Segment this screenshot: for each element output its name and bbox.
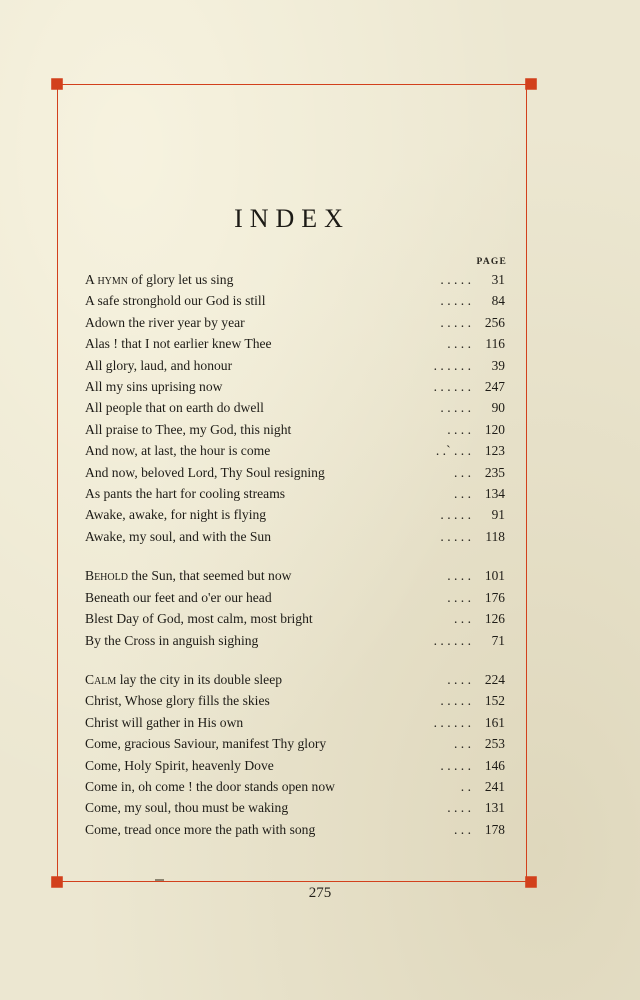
index-entry-rest: All my sins uprising now <box>85 379 223 395</box>
index-entry-page-number: 178 <box>484 821 505 837</box>
page-title: INDEX <box>234 204 350 233</box>
index-entry[interactable] <box>85 483 505 504</box>
index-entry-title <box>85 712 243 733</box>
index-entry-page-number: 224 <box>484 671 505 687</box>
index-entry-page-number: 90 <box>491 400 505 416</box>
index-entry-page-number: 120 <box>484 421 505 437</box>
index-entry-rest: Awake, my soul, and with the Sun <box>85 528 272 544</box>
index-entry-title <box>85 355 232 376</box>
index-entry-list <box>57 269 527 840</box>
index-entry-rest: A safe stronghold our God is still <box>85 293 266 309</box>
index-entry-title <box>85 669 282 690</box>
index-entry-rest: All glory, laud, and honour <box>85 357 233 373</box>
index-entry-rest: lay the city in its double sleep <box>116 671 283 687</box>
index-entry-rest: And now, at last, the hour is come <box>85 443 271 459</box>
index-group <box>85 565 505 651</box>
index-entry-page-number: 131 <box>484 800 505 816</box>
index-entry-leader-dots: . . . . <box>447 589 471 605</box>
index-entry-page-number: 101 <box>484 568 505 584</box>
index-entry-title <box>85 312 245 333</box>
index-entry-title <box>85 797 288 818</box>
index-entry-rest: Come, tread once more the path with song <box>85 821 316 837</box>
index-entry-title <box>85 755 274 776</box>
index-entry[interactable] <box>85 776 505 797</box>
index-entry[interactable] <box>85 733 505 754</box>
index-entry-title <box>85 504 266 525</box>
index-entry[interactable] <box>85 669 505 690</box>
index-entry-leader-dots: . . . . . <box>440 293 471 309</box>
index-entry-title <box>85 819 315 840</box>
index-entry-page-number: 84 <box>491 293 505 309</box>
index-entry-leader-dots: . . . . . <box>440 507 471 523</box>
index-entry-lead: Calm <box>85 671 117 687</box>
index-entry-title <box>85 440 270 461</box>
index-entry-page-number: 126 <box>484 611 505 627</box>
index-entry-page-number: 123 <box>484 443 505 459</box>
index-entry-rest: As pants the hart for cooling streams <box>85 486 286 502</box>
index-entry-page-number: 71 <box>491 632 505 648</box>
index-entry-leader-dots: . . . . . . <box>433 632 471 648</box>
index-entry-leader-dots: . . . <box>454 736 471 752</box>
index-entry-leader-dots: . . . <box>454 464 471 480</box>
index-entry-leader-dots: . . . . <box>447 421 471 437</box>
index-entry-rest: Christ will gather in His own <box>85 714 244 730</box>
index-entry-page-number: 118 <box>485 528 505 544</box>
index-entry[interactable] <box>85 526 505 547</box>
index-entry-rest: Awake, awake, for night is flying <box>85 507 267 523</box>
index-entry-rest: of glory let us sing <box>128 272 234 287</box>
index-entry-title <box>85 776 335 797</box>
index-entry[interactable] <box>85 333 505 354</box>
index-entry-page-number: 253 <box>484 736 505 752</box>
index-entry-page-number: 247 <box>484 379 505 395</box>
index-entry[interactable] <box>85 269 505 290</box>
index-entry[interactable] <box>85 712 505 733</box>
index-entry-leader-dots: . . . . <box>447 336 471 352</box>
index-entry-leader-dots: . . . . . <box>440 528 471 544</box>
index-entry-leader-dots: . . . <box>454 611 471 627</box>
index-entry-leader-dots: . . <box>460 778 471 794</box>
index-entry-title <box>85 587 272 608</box>
index-entry-leader-dots: . . . `. . <box>435 443 471 459</box>
index-entry-page-number: 116 <box>485 336 505 352</box>
index-entry-leader-dots: . . . . . <box>440 272 471 287</box>
index-entry-title <box>85 565 291 586</box>
index-entry[interactable] <box>85 290 505 311</box>
index-entry[interactable] <box>85 376 505 397</box>
index-entry-leader-dots: . . . <box>454 486 471 502</box>
index-entry-page-number: 241 <box>484 778 505 794</box>
index-entry-leader-dots: . . . . <box>447 671 471 687</box>
index-entry[interactable] <box>85 397 505 418</box>
index-entry-rest: Alas ! that I not earlier knew Thee <box>85 336 272 352</box>
index-entry[interactable] <box>85 312 505 333</box>
index-entry-title <box>85 690 270 711</box>
index-entry[interactable] <box>85 440 505 461</box>
index-entry-rest: Beneath our feet and o'er our head <box>85 589 272 605</box>
index-entry-leader-dots: . . . . . <box>440 693 471 709</box>
index-entry-title <box>85 333 272 354</box>
index-entry-title <box>85 630 258 651</box>
index-entry-title <box>85 397 264 418</box>
index-entry-leader-dots: . . . . . . <box>433 357 471 373</box>
index-entry-title <box>85 526 271 547</box>
index-entry-title <box>85 290 266 311</box>
index-entry-leader-dots: . . . . . <box>440 757 471 773</box>
index-entry-leader-dots: . . . . . . <box>433 379 471 395</box>
index-entry-rest: the Sun, that seemed but now <box>127 568 292 584</box>
index-entry-leader-dots: . . . . . . <box>433 714 471 730</box>
index-entry-lead: A hymn <box>85 272 129 287</box>
index-entry-title <box>85 462 325 483</box>
index-entry-rest: All people that on earth do dwell <box>85 400 264 416</box>
index-entry-rest: Blest Day of God, most calm, most bright <box>85 611 313 627</box>
index-entry-page-number: 39 <box>491 357 505 373</box>
index-entry[interactable] <box>85 462 505 483</box>
index-entry-lead: Behold <box>85 568 128 584</box>
index-entry-page-number: 235 <box>484 464 505 480</box>
index-entry-page-number: 31 <box>491 272 505 287</box>
index-entry-leader-dots: . . . . <box>447 800 471 816</box>
index-entry[interactable] <box>85 355 505 376</box>
index-entry-rest: Come, gracious Saviour, manifest Thy glory <box>85 736 327 752</box>
index-entry[interactable] <box>85 419 505 440</box>
index-entry-leader-dots: . . . . <box>447 568 471 584</box>
index-entry-leader-dots: . . . . . <box>440 314 471 330</box>
index-entry-leader-dots: . . . <box>454 821 471 837</box>
page-column-header: PAGE <box>476 257 507 267</box>
index-entry-page-number: 146 <box>484 757 505 773</box>
index-entry-title <box>85 419 291 440</box>
index-entry-rest: Come, Holy Spirit, heavenly Dove <box>85 757 274 773</box>
index-entry-page-number: 256 <box>484 314 505 330</box>
index-entry-title <box>85 376 222 397</box>
index-entry-page-number: 91 <box>491 507 505 523</box>
index-entry-rest: By the Cross in anguish sighing <box>85 632 259 648</box>
index-entry[interactable] <box>85 630 505 651</box>
index-entry-page-number: 152 <box>484 693 505 709</box>
index-entry-title <box>85 733 326 754</box>
index-entry[interactable] <box>85 608 505 629</box>
index-entry-title <box>85 269 233 290</box>
index-group <box>85 269 505 547</box>
index-entry[interactable] <box>85 504 505 525</box>
index-content <box>57 84 527 882</box>
index-entry-rest: Come, my soul, thou must be waking <box>85 800 289 816</box>
index-entry-rest: Adown the river year by year <box>85 314 245 330</box>
index-entry-rest: Christ, Whose glory fills the skies <box>85 693 270 709</box>
index-entry[interactable] <box>85 755 505 776</box>
index-entry-rest: Come in, oh come ! the door stands open now <box>85 778 335 794</box>
margin-dash-mark <box>155 879 164 881</box>
index-entry[interactable] <box>85 797 505 818</box>
index-entry[interactable] <box>85 819 505 840</box>
index-entry[interactable] <box>85 565 505 586</box>
index-entry-page-number: 176 <box>484 589 505 605</box>
index-entry[interactable] <box>85 587 505 608</box>
index-entry-rest: All praise to Thee, my God, this night <box>85 421 292 437</box>
index-entry-page-number: 161 <box>484 714 505 730</box>
index-entry[interactable] <box>85 690 505 711</box>
index-entry-page-number: 134 <box>484 486 505 502</box>
index-entry-rest: And now, beloved Lord, Thy Soul resigning <box>85 464 325 480</box>
index-entry-title <box>85 483 285 504</box>
index-group <box>85 669 505 840</box>
index-entry-leader-dots: . . . . . <box>440 400 471 416</box>
index-entry-title <box>85 608 313 629</box>
folio-number: 275 <box>308 885 332 901</box>
